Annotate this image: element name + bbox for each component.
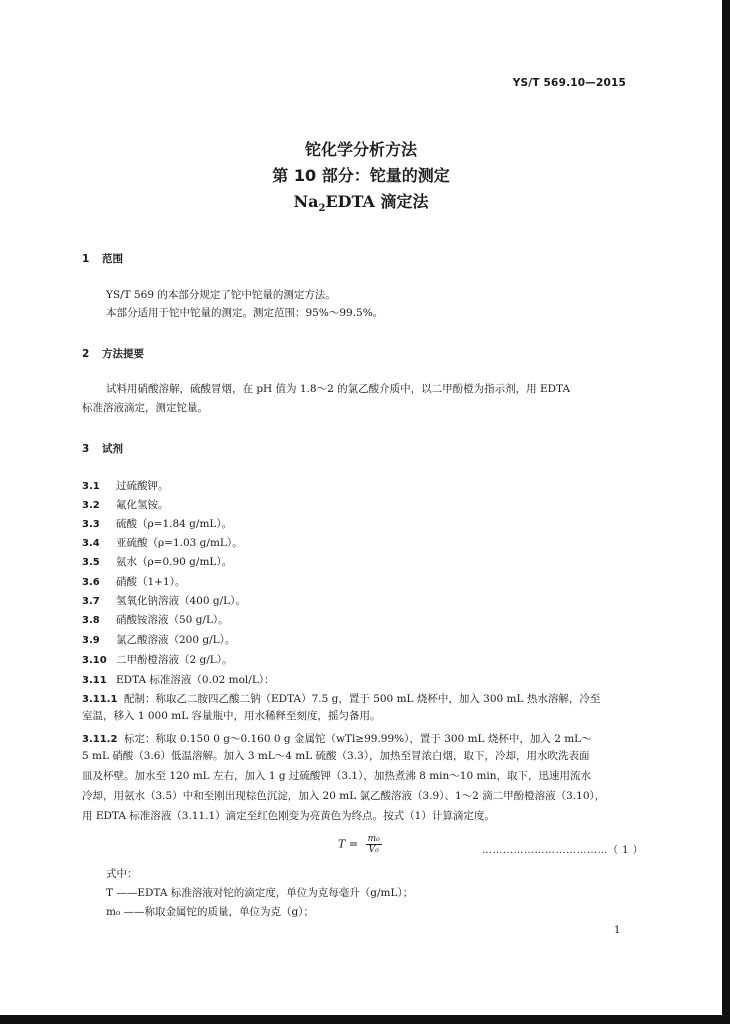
section-heading-reagents: 3 试剂 (82, 443, 123, 455)
title-line-2: 第 10 部分：铊量的测定 (272, 166, 450, 185)
method-line-1: 试料用硝酸溶解，硫酸冒烟，在 pH 值为 1.8～2 的氯乙酸介质中，以二甲酚橙为指示剂，用 EDTA (106, 383, 571, 395)
where-T-definition: T ——EDTA 标准溶液对铊的滴定度，单位为克每毫升（g/mL）； (106, 887, 414, 899)
reagent-item: 3.7 氢氧化钠溶液（400 g/L）。 (82, 595, 246, 607)
where-m0-definition: m₀ ——称取金属铊的质量，单位为克（g）； (106, 906, 314, 918)
reagent-subitem-3-11-2-line-2: 5 mL 硝酸（3.6）低温溶解。加入 3 mL～4 mL 硫酸（3.3），加热至冒浓白烟，取下，冷却，用水吹洗表面 (82, 750, 590, 762)
section-heading-method: 2 方法提要 (82, 348, 144, 360)
formula-numerator: m₀ (367, 834, 380, 844)
reagent-item: 3.5 氨水（ρ=0.90 g/mL）。 (82, 556, 233, 568)
reagent-item: 3.6 硝酸（1+1）。 (82, 576, 186, 588)
reagent-item: 3.4 亚硫酸（ρ=1.03 g/mL）。 (82, 537, 243, 549)
formula-1: T = $\frac{\text{m₀}}{\text{V₀}}$ (338, 834, 380, 855)
reagent-item: 3.8 硝酸铵溶液（50 g/L）。 (82, 614, 229, 626)
reagent-item: 3.11 EDTA 标准溶液（0.02 mol/L）： (82, 674, 275, 686)
reagent-subitem-3-11-2-line-3: 皿及杯壁。加水至 120 mL 左右，加入 1 g 过硫酸钾（3.1），加热煮沸 8 min～10 min，取下，迅速用流水 (82, 770, 592, 782)
reagent-item: 3.9 氯乙酸溶液（200 g/L）。 (82, 634, 236, 646)
scope-paragraph-2: 本部分适用于铊中铊量的测定。测定范围：95%～99.5%。 (106, 307, 384, 319)
reagent-subitem-3-11-1-line-2: 室温，移入 1 000 mL 容量瓶中，用水稀释至刻度，摇匀备用。 (82, 710, 381, 722)
reagent-subitem-3-11-2-line-4: 冷却，用氨水（3.5）中和至刚出现棕色沉淀，加入 20 mL 氯乙酸溶液（3.9）、1～2 滴二甲酚橙溶液（3.10）， (82, 790, 606, 802)
reagent-item: 3.2 氟化氢铵。 (82, 499, 169, 511)
reagent-item: 3.10 二甲酚橙溶液（2 g/L）。 (82, 654, 233, 666)
title-line-1: 铊化学分析方法 (304, 140, 417, 159)
reagent-subitem-3-11-1-line-1: 3.11.1 配制：称取乙二胺四乙酸二钠（EDTA）7.5 g，置于 500 mL 烧杯中，加入 300 mL 热水溶解，冷至 (82, 693, 601, 705)
reagent-subitem-3-11-2-line-5: 用 EDTA 标准溶液（3.11.1）滴定至红色刚变为亮黄色为终点。按式（1）计算滴定度。 (82, 810, 495, 822)
title-line-3: $Na_2EDTA$ 滴定法 (293, 192, 429, 215)
reagent-subitem-3-11-2-line-1: 3.11.2 标定：称取 0.150 0 g～0.160 0 g 金属铊（wTl≥99.99%），置于 300 mL 烧杯中，加入 2 mL～ (82, 733, 592, 745)
reagent-item: 3.1 过硫酸钾。 (82, 480, 169, 492)
equation-number: ………………………………（ 1 ） (482, 845, 644, 856)
where-label: 式中： (106, 868, 138, 880)
scope-paragraph-1: YS/T 569 的本部分规定了铊中铊量的测定方法。 (106, 289, 336, 301)
page-number: 1 (614, 925, 621, 936)
reagent-item: 3.3 硫酸（ρ=1.84 g/mL）。 (82, 518, 233, 530)
formula-denominator: V₀ (368, 845, 379, 855)
method-line-2: 标准溶液滴定，测定铊量。 (82, 402, 208, 414)
section-heading-scope: 1 范围 (82, 253, 123, 265)
standard-number: YS/T 569.10—2015 (512, 77, 626, 89)
